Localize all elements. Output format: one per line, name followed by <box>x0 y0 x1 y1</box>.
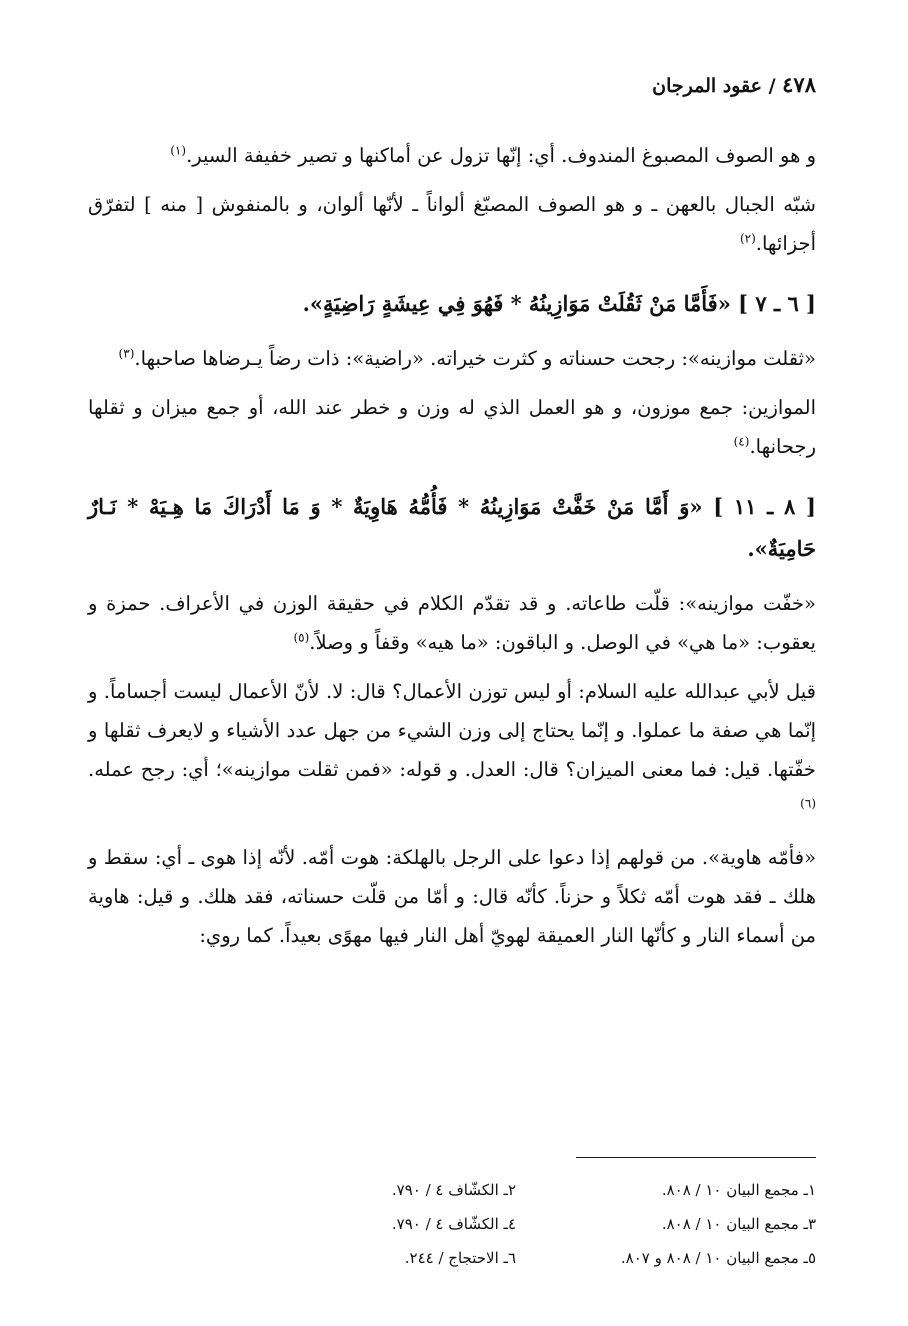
footnote: ٦ـ الاحتجاج / ٢٤٤. <box>404 1249 516 1267</box>
footnote-marker: (١) <box>170 143 187 158</box>
footnote-marker: (٤) <box>733 434 750 449</box>
paragraph: الموازين: جمع موزون، و هو العمل الذي له وزن و خطر عند الله، أو جمع ميزان و ثقلها رجحانها.$^{(٤)}$ <box>88 396 816 458</box>
quran-verse: [ ٦ ـ ٧ ] «فَأَمَّا مَنْ ثَقُلَتْ مَوَازِينُهُ * فَهُوَ فِي عِيشَةٍ رَاضِيَةٍ». <box>302 291 816 316</box>
paragraph: و هو الصوف المصبوغ المندوف. أي: إنّها تزول عن أماكنها و تصير خفيفة السير.$^{(١)}$ <box>170 143 816 167</box>
footnote-marker: (٢) <box>739 231 756 246</box>
running-header <box>652 72 816 97</box>
footnote-marker: (٦) <box>800 796 816 811</box>
footnote: ١ـ مجمع البيان ١٠ / ٨٠٨. <box>661 1181 816 1199</box>
paragraph: «ثقلت موازينه»: رجحت حسناته و كثرت خيراته. «راضية»: ذات رضاً يـرضاها صاحبها.$^{(٣)}$ <box>118 346 816 370</box>
footnote: ٤ـ الكشّاف ٤ / ٧٩٠. <box>391 1215 516 1233</box>
page-number: ٤٧٨ <box>782 72 816 97</box>
paragraph: قيل لأبي عبدالله عليه السلام: أو ليس توزن الأعمال؟ قال: لا. لأنّ الأعمال ليست أجساماً. و إنّما هي صفة ما عملوا. و إنّما يحتاج إلى وزن الشيء من جهل عدد الأشياء و لايعرف ثقلها و خفّتها. قيل: فما معنى الميزان؟ قال: العدل. و قوله: «فمن ثقلت موازينه»؛ أي: رجح عمله.$^{(٦)}$ <box>88 680 816 811</box>
footnotes <box>216 1176 816 1272</box>
paragraph: شبّه الجبال بالعهن ـ و هو الصوف المصبّغ ألواناً ـ لأنّها ألوان، و بالمنفوش [ منه ] لتفرّق أجزائها.$^{(٢)}$ <box>88 193 816 255</box>
paragraph: «خفّت موازينه»: قلّت طاعاته. و قد تقدّم الكلام في حقيقة الوزن في الأعراف. حمزة و يعقوب: «ما هي» في الوصل. و الباقون: «ما هيه» وقفاً و وصلاً.$^{(٥)}$ <box>88 592 816 654</box>
footnote-marker: (٣) <box>118 346 135 361</box>
footnote-marker: (٥) <box>293 630 310 645</box>
footnote-separator <box>576 1157 816 1158</box>
book-title: / عقود المرجان <box>652 75 776 97</box>
footnote: ٢ـ الكشّاف ٤ / ٧٩٠. <box>391 1181 516 1199</box>
quran-verse: [ ٨ ـ ١١ ] «وَ أَمَّا مَنْ خَفَّتْ مَوَازِينُهُ * فَأُمُّهُ هَاوِيَةٌ * وَ مَا أَدْرَاكَ مَا هِـيَهْ * نَـارٌ حَامِيَةٌ». <box>88 494 816 561</box>
footnote: ٥ـ مجمع البيان ١٠ / ٨٠٨ و ٨٠٧. <box>620 1249 816 1267</box>
footnote: ٣ـ مجمع البيان ١٠ / ٨٠٨. <box>661 1215 816 1233</box>
paragraph: «فأمّه هاوية». من قولهم إذا دعوا على الرجل بالهلكة: هوت أمّه. لأنّه إذا هوى ـ أي: سقط و هلك ـ فقد هوت أمّه ثكلاً و حزناً. كأنّه قال: و أمّا من قلّت حسناته، فقد هلك. و قيل: هاوية من أسماء النار و كأنّها النار العميقة لهويّ أهل النار فيها مهوًى بعيداً. كما روي: <box>88 846 816 947</box>
main-text <box>88 136 816 965</box>
